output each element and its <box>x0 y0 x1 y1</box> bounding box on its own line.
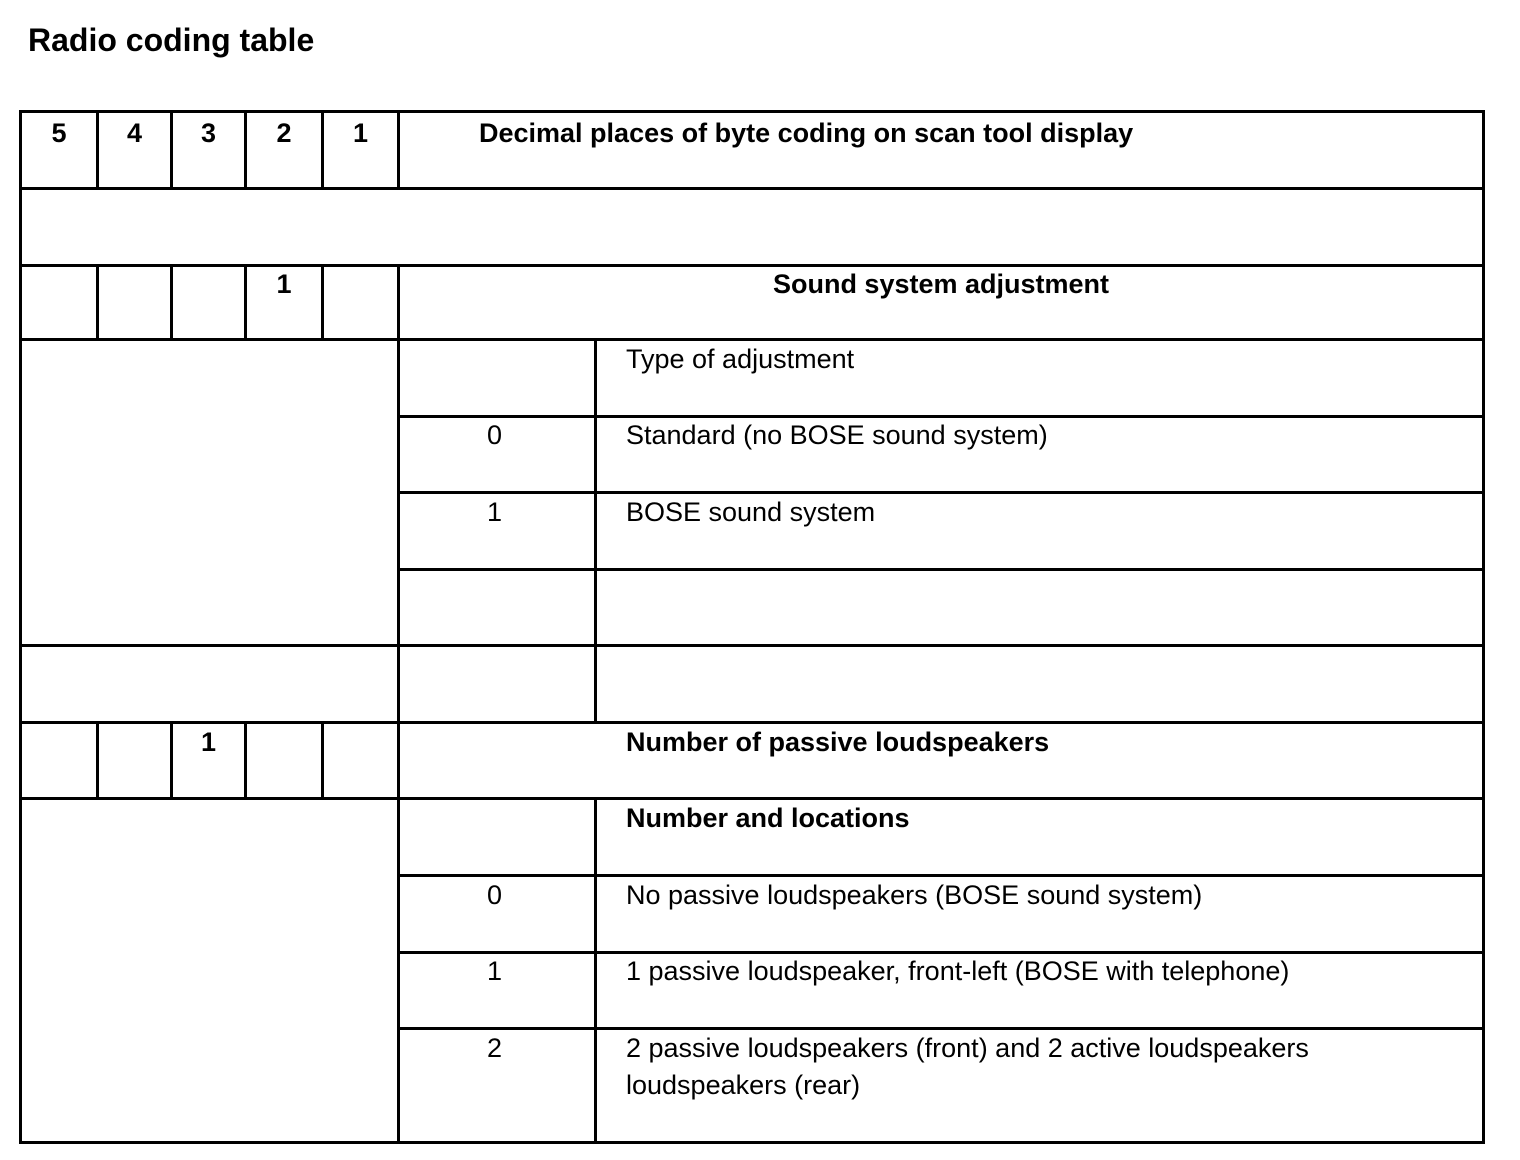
option-description: BOSE sound system <box>626 497 876 527</box>
option-description: Standard (no BOSE sound system) <box>626 420 1048 450</box>
digit-header: 1 <box>352 118 369 148</box>
option-value: 2 <box>487 1033 503 1063</box>
option-value: 0 <box>487 880 503 910</box>
option-description-line2: loudspeakers (rear) <box>626 1070 861 1100</box>
page-title: Radio coding table <box>28 22 315 58</box>
section-subheading: Type of adjustment <box>626 344 855 374</box>
header-label: Decimal places of byte coding on scan tool display <box>479 118 1134 148</box>
option-value: 0 <box>487 420 503 450</box>
col-divider <box>397 113 400 187</box>
digit-header: 5 <box>51 118 67 148</box>
col-divider <box>397 264 400 1141</box>
option-description: 1 passive loudspeaker, front-left (BOSE with telephone) <box>626 956 1290 986</box>
option-value: 1 <box>487 956 503 986</box>
col-divider <box>594 338 597 721</box>
col-divider <box>594 797 597 1141</box>
digit-marker: 1 <box>276 269 292 299</box>
section-subheading: Number and locations <box>626 803 910 833</box>
radio-coding-table <box>19 110 1485 1144</box>
col-divider <box>170 264 173 338</box>
digit-header: 3 <box>200 118 217 148</box>
digit-marker: 1 <box>200 727 217 757</box>
section-heading: Sound system adjustment <box>772 269 1110 299</box>
row-divider <box>397 568 1482 571</box>
option-value: 1 <box>487 497 503 527</box>
row-divider <box>22 187 1482 190</box>
col-divider <box>321 264 324 338</box>
col-divider <box>321 721 324 797</box>
col-divider <box>96 721 99 797</box>
option-description: No passive loudspeakers (BOSE sound system) <box>626 880 1203 910</box>
section-heading: Number of passive loudspeakers <box>626 727 1050 757</box>
row-divider <box>397 491 1482 494</box>
row-divider <box>22 644 1482 647</box>
col-divider <box>244 721 247 797</box>
digit-header: 4 <box>126 118 143 148</box>
option-description: 2 passive loudspeakers (front) and 2 active loudspeakers <box>626 1033 1309 1063</box>
col-divider <box>96 264 99 338</box>
digit-header: 2 <box>276 118 292 148</box>
